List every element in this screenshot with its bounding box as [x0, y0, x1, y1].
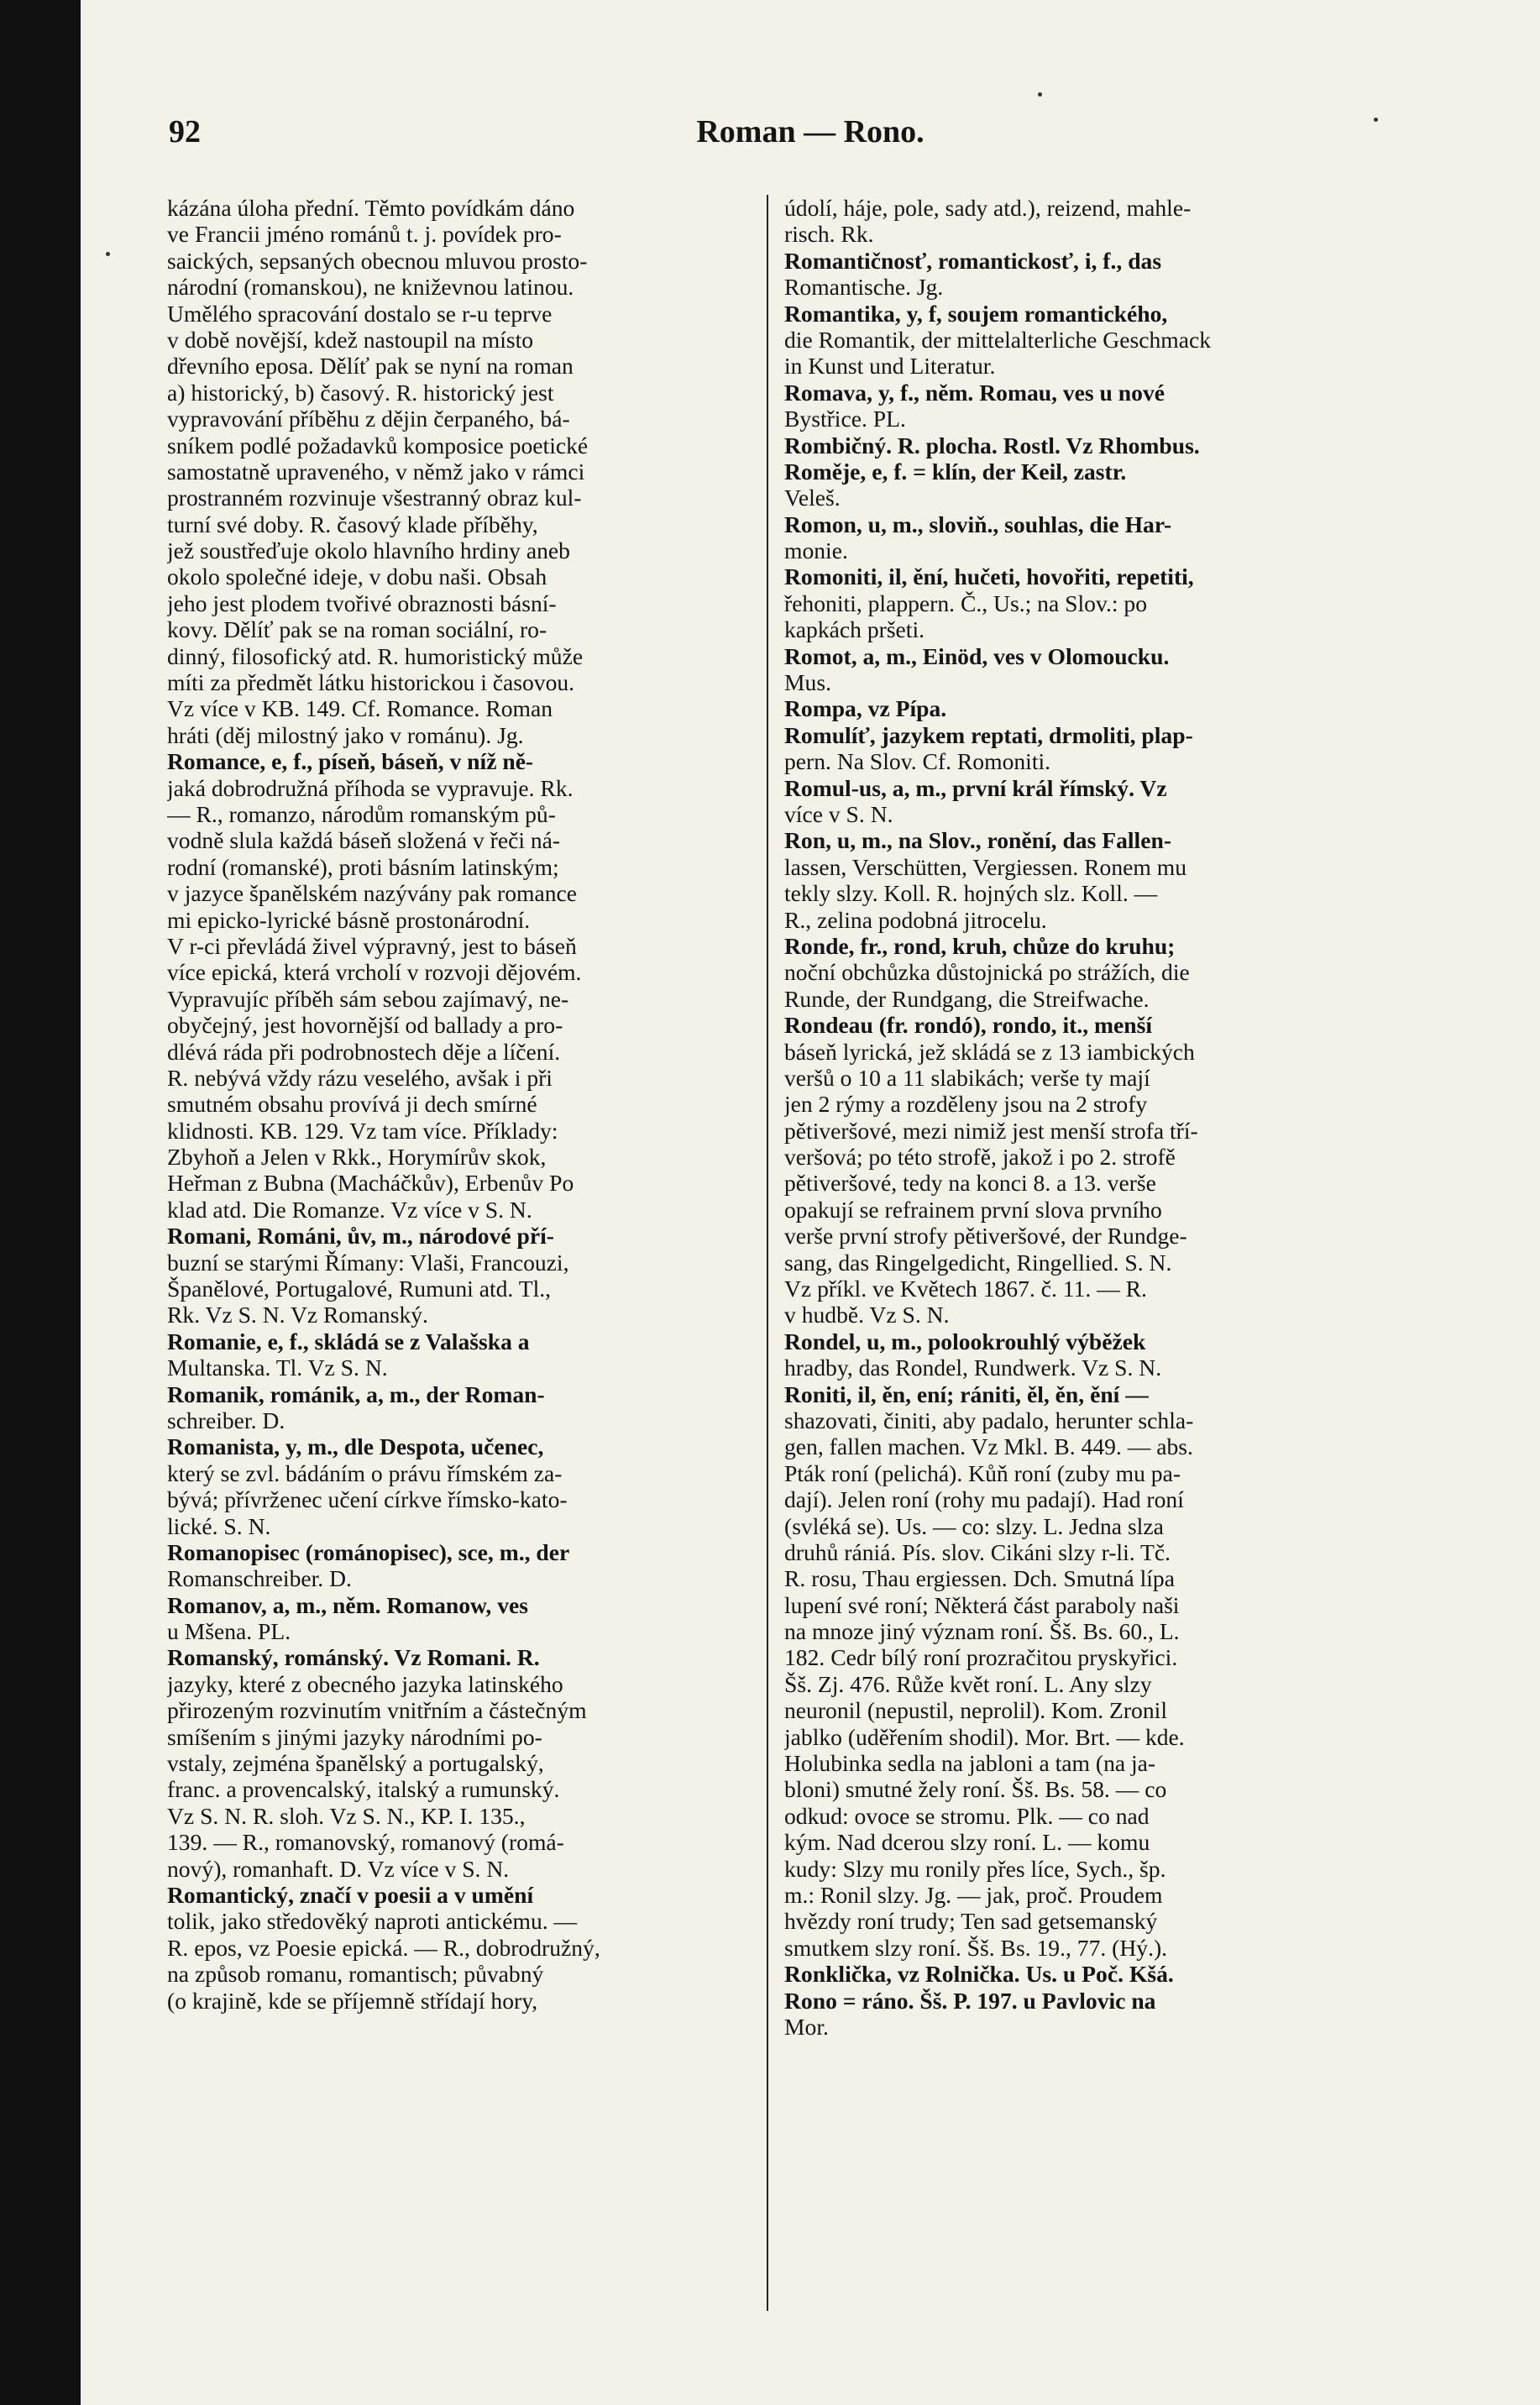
- text-line: smíšením s jinými jazyky národními po-: [167, 1723, 542, 1750]
- text-line: hvězdy roní trudy; Ten sad getsemanský: [784, 1908, 1158, 1935]
- text-line: klidnosti. KB. 129. Vz tam více. Příklady:: [167, 1117, 558, 1144]
- text-line: Heřman z Bubna (Macháčkův), Erbenův Po: [167, 1170, 574, 1197]
- right-column: [784, 195, 1377, 2040]
- text-line: jen 2 rýmy a rozděleny jsou na 2 strofy: [784, 1091, 1148, 1118]
- text-line: u Mšena. PL.: [167, 1618, 291, 1645]
- text-line: v jazyce španělském nazývány pak romance: [167, 880, 578, 907]
- print-speck: [1038, 92, 1042, 97]
- text-line: Zbyhoň a Jelen v Rkk., Horymírův skok,: [167, 1144, 547, 1171]
- text-line: verše první strofy pětiveršové, der Rundge-: [784, 1223, 1187, 1250]
- text-line: Rondel, u, m., polookrouhlý výběžek: [784, 1328, 1146, 1354]
- text-line: Romanopisec (románopisec), sce, m., der: [167, 1538, 570, 1565]
- text-line: údolí, háje, pole, sady atd.), reizend, mahle-: [784, 195, 1192, 221]
- text-line: Rondeau (fr. rondó), rondo, it., menší: [784, 1012, 1152, 1039]
- text-line: Španělové, Portugalové, Rumuni atd. Tl.,: [167, 1276, 552, 1302]
- column-divider: [767, 195, 768, 2311]
- text-line: na způsob romanu, romantisch; půvabný: [167, 1961, 544, 1988]
- text-line: bloni) smutné žely roní. Šš. Bs. 58. — co: [784, 1776, 1167, 1803]
- text-line: jaká dobrodružná příhoda se vypravuje. Rk.: [167, 774, 574, 801]
- text-line: v době novější, kdež nastoupil na místo: [167, 326, 534, 353]
- text-line: kudy: Slzy mu ronily přes líce, Sych., šp.: [784, 1855, 1166, 1882]
- text-line: pern. Na Slov. Cf. Romoniti.: [784, 748, 1051, 775]
- text-line: okolo společné ideje, v dobu naši. Obsah: [167, 563, 547, 590]
- text-line: m.: Ronil slzy. Jg. — jak, proč. Proudem: [784, 1882, 1163, 1908]
- text-line: Vz příkl. ve Květech 1867. č. 11. — R.: [784, 1276, 1147, 1302]
- text-line: Holubinka sedla na jabloni a tam (na ja-: [784, 1750, 1156, 1777]
- text-line: obyčejný, jest hovornější od ballady a pro-: [167, 1012, 563, 1039]
- text-line: — R., romanzo, národům romanským pů-: [167, 800, 556, 827]
- text-line: kovy. Dělíť pak se na roman sociální, ro-: [167, 616, 547, 643]
- text-line: Roniti, il, ěn, ení; rániti, ěl, ěn, ění —: [784, 1381, 1149, 1407]
- text-line: franc. a provencalský, italský a rumunský.: [167, 1776, 560, 1803]
- dictionary-page: [81, 0, 1540, 2405]
- text-line: Mor.: [784, 2013, 829, 2040]
- text-line: hráti (děj milostný jako v románu). Jg.: [167, 721, 524, 748]
- text-line: Pták roní (pelichá). Kůň roní (zuby mu pa-: [784, 1459, 1181, 1486]
- text-line: kým. Nad dcerou slzy roní. L. — komu: [784, 1829, 1150, 1856]
- text-line: Romanschreiber. D.: [167, 1565, 352, 1592]
- text-line: Multanska. Tl. Vz S. N.: [167, 1354, 388, 1381]
- text-line: neuronil (nepustil, neprolil). Kom. Zronil: [784, 1697, 1167, 1724]
- text-line: Vypravujíc příběh sám sebou zajímavý, ne-: [167, 985, 569, 1012]
- text-line: Vz S. N. R. sloh. Vz S. N., KP. I. 135.,: [167, 1802, 526, 1829]
- text-line: sníkem podlé požadavků komposice poetické: [167, 432, 589, 458]
- text-line: Romulíť, jazykem reptati, drmoliti, plap-: [784, 721, 1193, 748]
- text-line: přirozeným rozvinutím vnitřním a částečným: [167, 1697, 587, 1724]
- text-line: kázána úloha přední. Těmto povídkám dáno: [167, 195, 575, 221]
- text-line: smutkem slzy roní. Šš. Bs. 19., 77. (Hý.).: [784, 1934, 1168, 1961]
- text-line: Romanie, e, f., skládá se z Valašska a: [167, 1328, 530, 1354]
- text-line: vstaly, zejména španělský a portugalský,: [167, 1750, 544, 1777]
- text-line: (o krajině, kde se příjemně střídají hory,: [167, 1987, 538, 2014]
- text-line: dlévá ráda při podrobnostech děje a líčení.: [167, 1038, 561, 1065]
- text-line: (svléká se). Us. — co: slzy. L. Jedna slza: [784, 1512, 1164, 1539]
- text-line: Romantika, y, f, soujem romantického,: [784, 300, 1168, 327]
- text-line: který se zvl. bádáním o právu římském za-: [167, 1459, 563, 1486]
- text-line: pětiveršové, tedy na konci 8. a 13. verše: [784, 1170, 1156, 1197]
- text-line: více epická, která vrcholí v rozvoji dějovém.: [167, 959, 582, 986]
- text-line: R., zelina podobná jitrocelu.: [784, 906, 1047, 933]
- text-line: Romava, y, f., něm. Romau, ves u nové: [784, 379, 1165, 406]
- left-column: [167, 195, 760, 2014]
- text-line: buzní se starými Římany: Vlaši, Francouzi,: [167, 1249, 569, 1276]
- text-line: odkud: ovoce se stromu. Plk. — co nad: [784, 1802, 1150, 1829]
- print-speck: [1374, 118, 1378, 122]
- running-title: Roman — Rono.: [696, 114, 925, 149]
- text-line: Mus.: [784, 669, 831, 696]
- text-line: samostatně upraveného, v němž jako v rámci: [167, 458, 585, 485]
- text-line: smutném obsahu provívá ji dech smírné: [167, 1091, 537, 1118]
- text-line: gen, fallen machen. Vz Mkl. B. 449. — abs.: [784, 1433, 1193, 1460]
- text-line: Romanista, y, m., dle Despota, učenec,: [167, 1433, 544, 1460]
- text-line: Romon, u, m., sloviň., souhlas, die Har-: [784, 511, 1172, 537]
- text-line: v hudbě. Vz S. N.: [784, 1302, 950, 1328]
- text-line: více v S. N.: [784, 800, 893, 827]
- text-line: Romani, Románi, ův, m., národové pří-: [167, 1223, 554, 1250]
- text-line: monie.: [784, 537, 848, 564]
- text-line: dřevního eposa. Dělíť pak se nyní na roman: [167, 353, 574, 380]
- text-line: na mnoze jiný význam roní. Šš. Bs. 60., L.: [784, 1618, 1180, 1645]
- text-line: Romanik, románik, a, m., der Roman-: [167, 1381, 545, 1407]
- text-line: jež soustřeďuje okolo hlavního hrdiny aneb: [167, 537, 570, 564]
- text-line: Ron, u, m., na Slov., ronění, das Fallen-: [784, 827, 1172, 854]
- text-line: lupení své roní; Některá část paraboly naši: [784, 1591, 1180, 1618]
- text-line: sang, das Ringelgedicht, Ringellied. S. N.: [784, 1249, 1172, 1276]
- text-line: kapkách pršeti.: [784, 616, 925, 643]
- text-line: Roměje, e, f. = klín, der Keil, zastr.: [784, 458, 1127, 485]
- text-line: a) historický, b) časový. R. historický jest: [167, 379, 554, 406]
- text-line: jablko (uděřením shodil). Mor. Brt. — kde.: [784, 1723, 1185, 1750]
- text-line: pětiveršové, mezi nimiž jest menší strofa tří-: [784, 1117, 1198, 1144]
- page-header: [81, 113, 1540, 164]
- text-line: Romantische. Jg.: [784, 274, 944, 301]
- text-line: Runde, der Rundgang, die Streifwache.: [784, 985, 1150, 1012]
- text-line: vypravování příběhu z dějin čerpaného, bá-: [167, 406, 570, 432]
- text-line: nový), romanhaft. D. Vz více v S. N.: [167, 1855, 510, 1882]
- text-line: báseň lyrická, jež skládá se z 13 iambických: [784, 1038, 1195, 1065]
- text-line: V r-ci převládá živel výpravný, jest to báseň: [167, 932, 577, 959]
- print-speck: [106, 252, 110, 256]
- text-line: tekly slzy. Koll. R. hojných slz. Koll. —: [784, 880, 1158, 907]
- text-line: lické. S. N.: [167, 1512, 271, 1539]
- text-line: Romantičnosť, romantickosť, i, f., das: [784, 247, 1162, 274]
- text-line: 139. — R., romanovský, romanový (romá-: [167, 1829, 564, 1856]
- text-line: jeho jest plodem tvořivé obraznosti básní-: [167, 589, 557, 616]
- text-line: veršová; po této strofě, jakož i po 2. strofě: [784, 1144, 1176, 1171]
- text-line: Vz více v KB. 149. Cf. Romance. Roman: [167, 695, 553, 722]
- text-line: Romot, a, m., Einöd, ves v Olomoucku.: [784, 642, 1170, 669]
- text-line: R. nebývá vždy rázu veselého, avšak i při: [167, 1064, 553, 1091]
- text-line: die Romantik, der mittelalterliche Geschmack: [784, 326, 1212, 353]
- text-line: saických, sepsaných obecnou mluvou prosto-: [167, 247, 588, 274]
- text-line: Šš. Zj. 476. Růže květ roní. L. Any slzy: [784, 1670, 1152, 1697]
- text-line: dinný, filosofický atd. R. humoristický může: [167, 642, 584, 669]
- text-line: hradby, das Rondel, Rundwerk. Vz S. N.: [784, 1354, 1162, 1381]
- text-line: dají). Jelen roní (rohy mu padají). Had roní: [784, 1486, 1184, 1513]
- text-line: turní své doby. R. časový klade příběhy,: [167, 511, 538, 537]
- text-line: Rono = ráno. Šš. P. 197. u Pavlovic na: [784, 1987, 1156, 2014]
- text-line: ve Francii jméno románů t. j. povídek pro-: [167, 221, 562, 248]
- text-line: Romantický, značí v poesii a v umění: [167, 1882, 534, 1908]
- text-line: shazovati, činiti, aby padalo, herunter schla-: [784, 1407, 1194, 1433]
- text-line: Romoniti, il, ění, hučeti, hovořiti, repetiti,: [784, 563, 1194, 590]
- text-line: schreiber. D.: [167, 1407, 285, 1433]
- text-line: 182. Cedr bílý roní prozračitou pryskyřici.: [784, 1644, 1178, 1671]
- text-line: Romance, e, f., píseň, báseň, v níž ně-: [167, 748, 534, 775]
- text-line: Romanov, a, m., něm. Romanow, ves: [167, 1591, 529, 1618]
- text-line: bývá; přívrženec učení církve římsko-kato-: [167, 1486, 568, 1513]
- text-line: Rombičný. R. plocha. Rostl. Vz Rhombus.: [784, 432, 1200, 458]
- text-line: in Kunst und Literatur.: [784, 353, 996, 380]
- text-line: Bystřice. PL.: [784, 406, 906, 432]
- page-number: 92: [169, 114, 201, 149]
- text-line: R. rosu, Thau ergiessen. Dch. Smutná lípa: [784, 1565, 1175, 1592]
- text-line: rodní (romanské), proti básním latinským;: [167, 853, 559, 880]
- text-line: Veleš.: [784, 485, 841, 511]
- text-line: Ronklička, vz Rolnička. Us. u Poč. Kšá.: [784, 1961, 1174, 1988]
- text-line: lassen, Verschütten, Vergiessen. Ronem mu: [784, 853, 1186, 880]
- text-line: Ronde, fr., rond, kruh, chůze do kruhu;: [784, 932, 1176, 959]
- text-line: tolik, jako středověký naproti antickému. —: [167, 1908, 578, 1935]
- text-line: míti za předmět látku historickou i časovou.: [167, 669, 575, 696]
- text-line: klad atd. Die Romanze. Vz více v S. N.: [167, 1196, 532, 1223]
- text-line: R. epos, vz Poesie epická. — R., dobrodružný,: [167, 1934, 600, 1961]
- text-line: jazyky, které z obecného jazyka latinského: [167, 1670, 563, 1697]
- text-line: Romanský, románský. Vz Romani. R.: [167, 1644, 540, 1671]
- text-line: národní (romanskou), ne kniževnou latinou.: [167, 274, 574, 301]
- text-line: vodně slula každá báseň složená v řeči ná-: [167, 827, 561, 854]
- text-line: veršů o 10 a 11 slabikách; verše ty mají: [784, 1064, 1150, 1091]
- text-line: risch. Rk.: [784, 221, 874, 248]
- text-line: Rk. Vz S. N. Vz Romanský.: [167, 1302, 428, 1328]
- text-line: druhů rániá. Pís. slov. Cikáni slzy r-li. Tč.: [784, 1538, 1171, 1565]
- text-line: noční obchůzka důstojnická po strážích, die: [784, 959, 1190, 986]
- text-line: Romul-us, a, m., první král římský. Vz: [784, 774, 1167, 801]
- text-line: opakují se refrainem první slova prvního: [784, 1196, 1162, 1223]
- text-line: prostranném rozvinuje všestranný obraz kul-: [167, 485, 582, 511]
- text-line: Rompa, vz Pípa.: [784, 695, 947, 722]
- text-line: mi epicko-lyrické básně prostonárodní.: [167, 906, 531, 933]
- text-line: řehoniti, plappern. Č., Us.; na Slov.: po: [784, 589, 1148, 616]
- text-line: Umělého spracování dostalo se r-u teprve: [167, 300, 553, 327]
